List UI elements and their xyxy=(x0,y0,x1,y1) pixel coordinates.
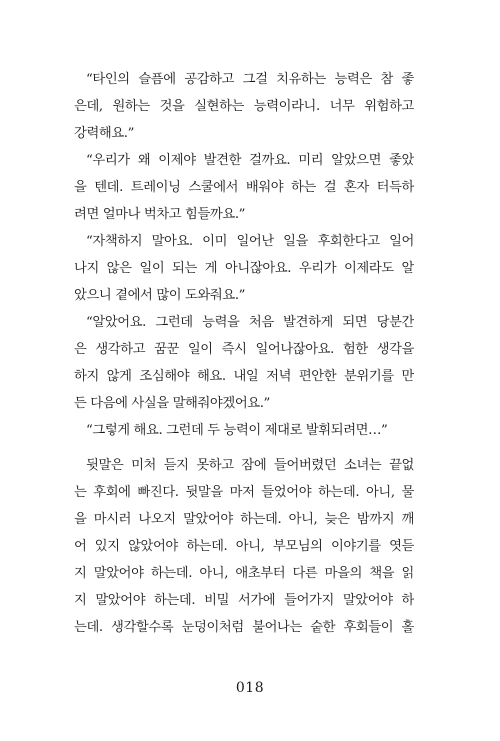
text-line: 어 있지 않았어야 하는데. 아니, 부모님의 이야기를 엿듣 xyxy=(74,539,414,554)
text-line: 뒷말은 미처 듣지 못하고 잠에 들어버렸던 소녀는 끝없 xyxy=(86,458,414,473)
narration-section xyxy=(74,452,414,641)
text-line: 강력해요.” xyxy=(74,126,135,141)
text-line: “알았어요. 그런데 능력을 처음 발견하게 되면 당분간 xyxy=(86,315,414,330)
text-line: 든 다음에 사실을 말해줘야겠어요.” xyxy=(74,396,270,411)
text-line: 았으니 곁에서 많이 도와줘요.” xyxy=(74,288,246,303)
text-line: 나지 않은 일이 되는 게 아니잖아요. 우리가 이제라도 알 xyxy=(74,261,414,276)
dialogue-section xyxy=(74,66,414,444)
text-line: 지 말았어야 하는데. 아니, 애초부터 다른 마을의 책을 읽 xyxy=(74,566,414,581)
text-line: “타인의 슬픔에 공감하고 그걸 치유하는 능력은 참 좋 xyxy=(86,72,414,87)
page-number: 018 xyxy=(235,680,265,696)
text-line: 을 텐데. 트레이닝 스쿨에서 배워야 하는 걸 혼자 터득하 xyxy=(74,180,414,195)
text-line: 려면 얼마나 벅차고 힘들까요.” xyxy=(74,207,246,222)
text-line: 은데, 원하는 것을 실현하는 능력이라니. 너무 위험하고 xyxy=(74,99,414,114)
text-line: 는데. 생각할수록 눈덩이처럼 불어나는 숱한 후회들이 홀 xyxy=(74,620,414,635)
text-line: 을 마시러 나오지 말았어야 하는데. 아니, 늦은 밤까지 깨 xyxy=(74,512,414,527)
text-line: “그렇게 해요. 그런데 두 능력이 제대로 발휘되려면…” xyxy=(86,423,388,438)
text-line: 은 생각하고 꿈꾼 일이 즉시 일어나잖아요. 험한 생각을 xyxy=(74,342,414,357)
text-line: 지 말았어야 하는데. 비밀 서가에 들어가지 말았어야 하 xyxy=(74,593,414,608)
text-line: “자책하지 말아요. 이미 일어난 일을 후회한다고 일어 xyxy=(86,234,414,249)
text-line: “우리가 왜 이제야 발견한 걸까요. 미리 알았으면 좋았 xyxy=(86,153,414,168)
text-line: 는 후회에 빠진다. 뒷말을 마저 들었어야 하는데. 아니, 물 xyxy=(74,485,414,500)
text-line: 하지 않게 조심해야 해요. 내일 저녁 편안한 분위기를 만 xyxy=(74,369,414,384)
